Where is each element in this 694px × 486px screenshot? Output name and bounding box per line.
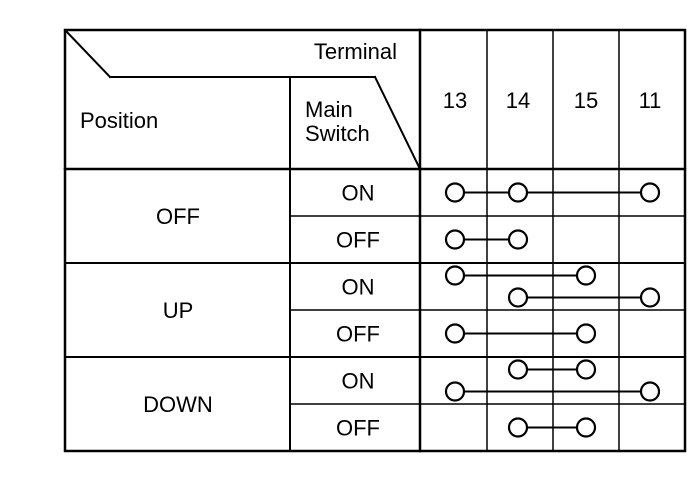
terminal-header-label: Terminal bbox=[313, 39, 397, 64]
header-diagonal-right bbox=[375, 77, 420, 169]
terminal-label: 14 bbox=[505, 88, 531, 113]
terminal-contact-circle bbox=[641, 289, 659, 307]
terminal-contact-circle bbox=[446, 325, 464, 343]
terminal-contact-circle bbox=[446, 184, 464, 202]
main-switch-header-line2: Switch bbox=[305, 121, 370, 146]
terminal-contact-circle bbox=[509, 184, 527, 202]
terminal-label: 15 bbox=[573, 88, 599, 113]
header-diagonal-left bbox=[65, 30, 110, 77]
switch-state-label: ON bbox=[341, 180, 375, 206]
switch-state-label: OFF bbox=[336, 321, 380, 347]
terminal-label: 11 bbox=[638, 88, 662, 113]
switch-state-label: OFF bbox=[336, 227, 380, 253]
terminal-label: 13 bbox=[442, 88, 468, 113]
switch-state-label: ON bbox=[341, 274, 375, 300]
terminal-contact-circle bbox=[509, 419, 527, 437]
terminal-labels bbox=[443, 88, 662, 113]
position-header-label: Position bbox=[80, 108, 159, 133]
position-label: OFF bbox=[156, 204, 200, 229]
terminal-contact-circle bbox=[509, 289, 527, 307]
table-header bbox=[80, 39, 397, 146]
terminal-contact-circle bbox=[577, 267, 595, 285]
terminal-contact-circle bbox=[577, 361, 595, 379]
terminal-contact-circle bbox=[641, 184, 659, 202]
switch-state-label: OFF bbox=[336, 415, 380, 441]
switch-state-label: ON bbox=[341, 368, 375, 394]
terminal-contact-circle bbox=[577, 419, 595, 437]
position-label: UP bbox=[162, 298, 194, 323]
main-switch-header-line1: Main bbox=[305, 97, 353, 122]
terminal-contact-circle bbox=[641, 383, 659, 401]
terminal-contact-circle bbox=[509, 231, 527, 249]
terminal-contact-circle bbox=[577, 325, 595, 343]
terminal-contact-circle bbox=[446, 383, 464, 401]
position-label: DOWN bbox=[143, 392, 213, 417]
terminal-contact-circle bbox=[509, 361, 527, 379]
terminal-contact-circle bbox=[446, 231, 464, 249]
terminal-contact-circle bbox=[446, 267, 464, 285]
